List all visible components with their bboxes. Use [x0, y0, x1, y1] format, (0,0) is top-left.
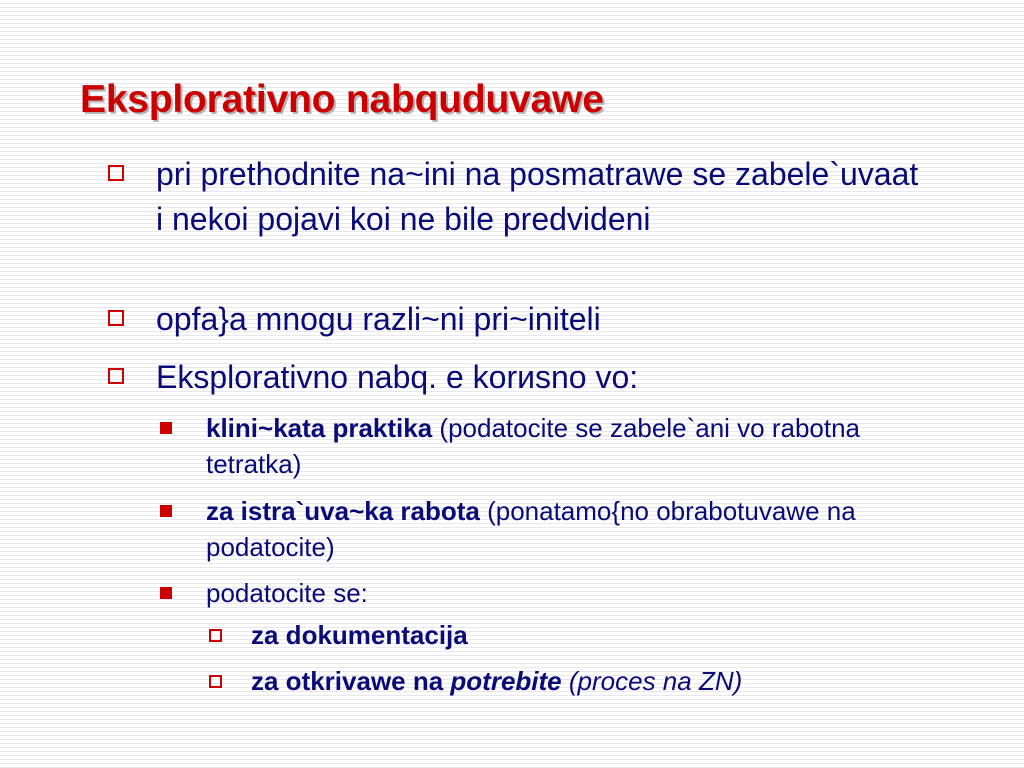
- sub-bullet-bold: klini~kata praktika: [206, 413, 433, 443]
- sub-sub-bullet-item: [209, 663, 969, 699]
- sub-bullet-text: [206, 493, 960, 565]
- sub-sub-bullet-bold: za otkrivawe na: [251, 666, 451, 696]
- sub-bullet-item: [160, 410, 960, 482]
- hollow-square-bullet-icon: [209, 675, 222, 688]
- sub-sub-bullet-bold-italic: potrebite: [450, 666, 562, 696]
- bullet-text: pri prethodnite na~ini na posmatrawe se zabele`uvaat i nekoi pojavi koi ne bile predvideni: [156, 156, 919, 237]
- bullet-text: opfa}a mnogu razli~ni pri~initeli: [156, 301, 601, 337]
- sub-sub-bullet-italic: (proces na ZN): [561, 666, 743, 696]
- sub-bullet-rest: (ponatamo{no obrabotuvawe na podatocite): [206, 496, 856, 562]
- sub-sub-bullet-item: [209, 617, 969, 653]
- slide-title: Eksplorativno nabquduvawe: [80, 78, 604, 121]
- sub-bullet-bold: za istra`uva~ka rabota: [206, 496, 480, 526]
- filled-square-bullet-icon: [160, 422, 172, 434]
- filled-square-bullet-icon: [160, 505, 172, 517]
- hollow-square-bullet-icon: [108, 165, 124, 181]
- sub-bullet-rest: (podatocite se zabele`ani vo rabotna tetratka): [206, 413, 861, 479]
- bullet-item: [108, 297, 928, 342]
- hollow-square-bullet-icon: [209, 629, 222, 642]
- sub-sub-bullet-text: [251, 663, 969, 699]
- sub-bullet-text: podatocite se:: [206, 578, 368, 608]
- sub-sub-bullet-bold: za dokumentacija: [251, 620, 468, 650]
- bullet-text: Eksplorativno nabq. e korиsno vo:: [156, 359, 639, 395]
- filled-square-bullet-icon: [160, 587, 172, 599]
- sub-bullet-item: [160, 575, 960, 611]
- sub-sub-bullet-text: [251, 617, 969, 653]
- hollow-square-bullet-icon: [108, 310, 124, 326]
- bullet-item: [108, 152, 928, 242]
- sub-bullet-text: [206, 410, 960, 482]
- hollow-square-bullet-icon: [108, 368, 124, 384]
- bullet-item: [108, 355, 928, 400]
- sub-bullet-item: [160, 493, 960, 565]
